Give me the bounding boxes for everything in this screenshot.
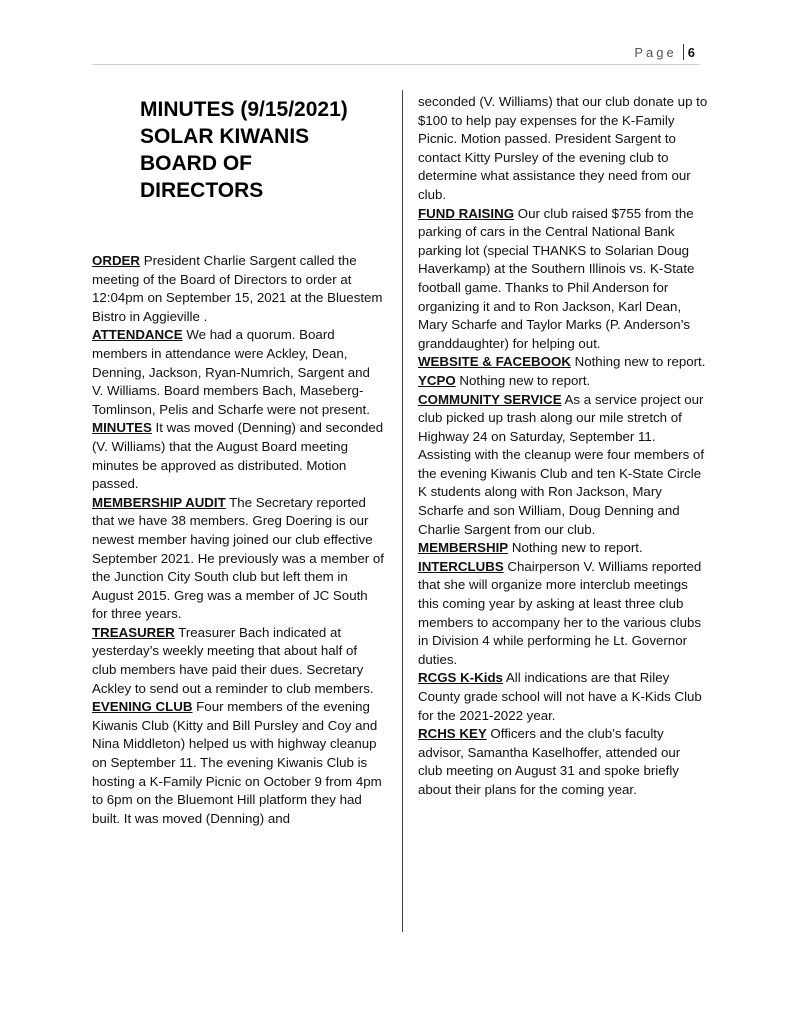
document-title: MINUTES (9/15/2021) SOLAR KIWANIS BOARD OF DIRECTORS [140,98,348,202]
left-column [92,252,384,828]
column-divider [402,90,403,932]
section-text: seconded (V. Williams) that our club donate up to $100 to help pay expenses for the K-Family Picnic. Motion passed. President Sargent to contact Kitty Pursley of the evening club to determine what assistance they need from our club. [418,94,708,202]
section-text: It was moved (Denning) and seconded (V. Williams) that the August Board meeting minutes be approved as distributed. Motion passed. [92,420,384,492]
section-text: The Secretary reported that we have 38 members. Greg Doering is our newest member having joined our club effective September 2021. He previously was a member of the Junction City South club but left them in August 2015. Greg was a member of JC South for three years. [92,494,384,622]
section-rcgs-k-kids [418,669,708,725]
section-text: Officers and the club’s faculty advisor, Samantha Kaselhoffer, attended our club meeting on August 31 and spoke briefly about their plans for the coming year. [418,726,681,797]
section-fund-raising [418,205,708,354]
section-attendance [92,326,384,419]
section-text: As a service project our club picked up trash along our mile stretch of Highway 24 on Saturday, September 11. Assisting with the cleanup were four members of the evening Kiwanis Club and ten K-State Circle K students along with Ron Jackson, Mary Scharfe and son William, Doug Denning and Charlie Sargent from our club. [418,391,705,537]
section-text: Nothing new to report. [455,372,591,388]
section-label: COMMUNITY SERVICE [418,391,562,407]
section-rchs-key [418,725,708,799]
section-label: ATTENDANCE [92,327,183,343]
section-label: RCHS KEY [418,726,487,742]
section-text: Four members of the evening Kiwanis Club (Kitty and Bill Pursley and Coy and Nina Middleton) helped us with highway cleanup on September 11. The evening Kiwanis Club is hosting a K-Family Picnic on October 9 from 4pm to 6pm on the Bluemont Hill platform they had built. It was moved (Denning) and [92,699,382,826]
section-text: Our club raised $755 from the parking of cars in the Central National Bank parking lot (special THANKS to Solarian Doug Haverkamp) at the Southern Illinois vs. K-State football game. Thanks to Phil Anderson for organizing it and to Ron Jackson, Karl Dean, Mary Scharfe and Taylor Marks (P. Anderson’s granddaughter) for helping out. [418,205,695,351]
right-column [418,93,708,800]
section-membership [418,539,708,558]
section-ycpo [418,372,708,391]
header-rule [92,64,700,65]
section-website-facebook [418,353,708,372]
section-label: WEBSITE & FACEBOOK [418,354,571,370]
section-label: YCPO [418,372,456,388]
section-interclubs [418,558,708,670]
page-header [634,44,695,60]
page-number: 6 [687,45,695,60]
section-order [92,252,384,326]
section-label: FUND RAISING [418,205,515,221]
section-text: Nothing new to report. [570,354,706,370]
section-label: MEMBERSHIP [418,540,509,556]
section-text: Treasurer Bach indicated at yesterday’s weekly meeting that about half of club members have paid their dues. Secretary Ackley to send out a reminder to club members. [92,624,374,696]
section-community-service [418,391,708,540]
section-label: RCGS K-Kids [418,670,503,686]
section-text: All indications are that Riley County grade school will not have a K-Kids Club for the 2021-2022 year. [418,670,702,723]
section-text: Nothing new to report. [508,540,643,556]
section-label: MEMBERSHIP AUDIT [92,494,226,510]
section-continued [418,93,708,205]
page-word: Page [634,45,677,60]
section-text: We had a quorum. Board members in attendance were Ackley, Dean, Denning, Jackson, Ryan-Numrich, Sargent and V. Williams. Board members Bach, Maseberg-Tomlinson, Pelis and Scharfe were not present. [92,327,370,417]
section-text: Chairperson V. Williams reported that she will organize more interclub meetings this coming year by asking at least three club members to accompany her to the various clubs in Division 4 while performing he Lt. Governor duties. [418,558,702,667]
section-label: MINUTES [92,420,152,436]
header-divider [683,44,684,60]
section-treasurer [92,624,384,698]
section-label: ORDER [92,253,141,268]
section-text: President Charlie Sargent called the meeting of the Board of Directors to order at 12:04pm on September 15, 2021 at the Bluestem Bistro in Aggieville . [92,253,383,324]
section-minutes [92,419,384,493]
section-membership-audit [92,494,384,624]
section-label: INTERCLUBS [418,558,504,574]
section-label: TREASURER [92,624,175,640]
section-label: EVENING CLUB [92,699,193,715]
section-evening-club [92,698,384,828]
